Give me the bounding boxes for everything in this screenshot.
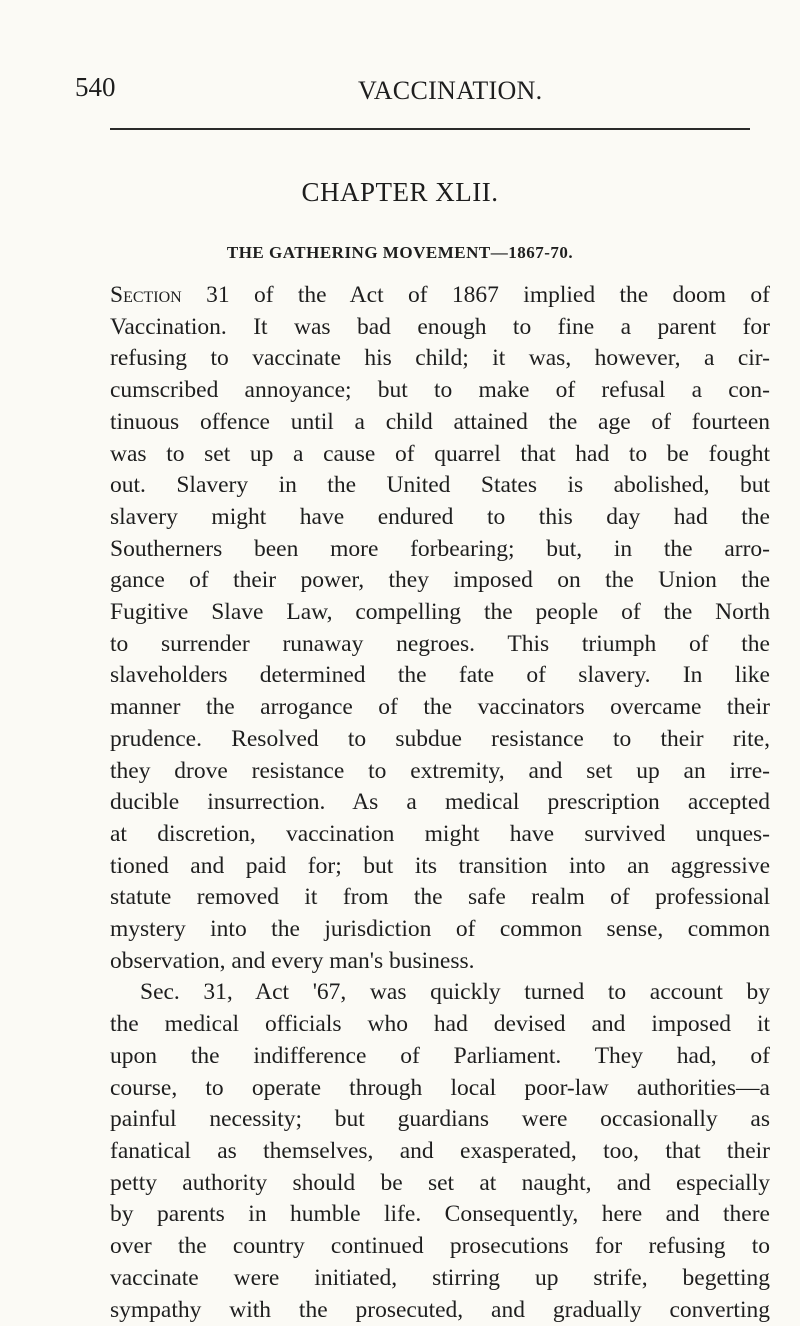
text-line: at discretion, vaccination might have survived unques-	[110, 819, 770, 851]
text-line: manner the arrogance of the vaccinators overcame their	[110, 692, 770, 724]
running-head	[0, 72, 800, 112]
text-line: Fugitive Slave Law, compelling the people of the North	[110, 597, 770, 629]
text-line: ducible insurrection. As a medical prescription accepted	[110, 787, 770, 819]
running-title: VACCINATION.	[358, 76, 542, 106]
text-line: slaveholders determined the fate of slavery. In like	[110, 660, 770, 692]
text-line: course, to operate through local poor-law authorities—a	[110, 1073, 770, 1105]
text-line: Southerners been more forbearing; but, in the arro-	[110, 534, 770, 566]
text-line: slavery might have endured to this day had the	[110, 502, 770, 534]
text-line: Sec. 31, Act '67, was quickly turned to account by	[110, 977, 770, 1009]
text-line: was to set up a cause of quarrel that had to be fought	[110, 439, 770, 471]
text-line: out. Slavery in the United States is abolished, but	[110, 470, 770, 502]
text-line: sympathy with the prosecuted, and gradually converting	[110, 1295, 770, 1326]
text-line	[110, 280, 770, 312]
text-line: tinuous offence until a child attained the age of fourteen	[110, 407, 770, 439]
text-line: tioned and paid for; but its transition into an aggressive	[110, 851, 770, 883]
text-line: vaccinate were initiated, stirring up strife, begetting	[110, 1263, 770, 1295]
text-line: gance of their power, they imposed on the Union the	[110, 565, 770, 597]
chapter-title: CHAPTER XLII.	[0, 177, 800, 208]
text-line: fanatical as themselves, and exasperated, too, that their	[110, 1136, 770, 1168]
text-line: prudence. Resolved to subdue resistance to their rite,	[110, 724, 770, 756]
text-line: painful necessity; but guardians were occasionally as	[110, 1104, 770, 1136]
header-rule	[110, 128, 750, 130]
text-line: they drove resistance to extremity, and set up an irre-	[110, 756, 770, 788]
text-line: by parents in humble life. Consequently, here and there	[110, 1199, 770, 1231]
text-line: over the country continued prosecutions for refusing to	[110, 1231, 770, 1263]
text-line: observation, and every man's business.	[110, 946, 770, 978]
chapter-subtitle: THE GATHERING MOVEMENT—1867-70.	[0, 243, 800, 263]
text-line-content: 31 of the Act of 1867 implied the doom of	[182, 282, 770, 308]
text-line: statute removed it from the safe realm of professional	[110, 882, 770, 914]
text-line: petty authority should be set at naught, and especially	[110, 1168, 770, 1200]
text-line: cumscribed annoyance; but to make of refusal a con-	[110, 375, 770, 407]
text-line: refusing to vaccinate his child; it was, however, a cir-	[110, 343, 770, 375]
text-line: upon the indifference of Parliament. They had, of	[110, 1041, 770, 1073]
section-lead-word: Section	[110, 282, 182, 308]
text-line: the medical officials who had devised and imposed it	[110, 1009, 770, 1041]
text-line: Vaccination. It was bad enough to fine a parent for	[110, 312, 770, 344]
text-line: mystery into the jurisdiction of common sense, common	[110, 914, 770, 946]
page-number: 540	[75, 72, 116, 103]
body-text	[110, 280, 770, 1326]
text-line: to surrender runaway negroes. This triumph of the	[110, 629, 770, 661]
